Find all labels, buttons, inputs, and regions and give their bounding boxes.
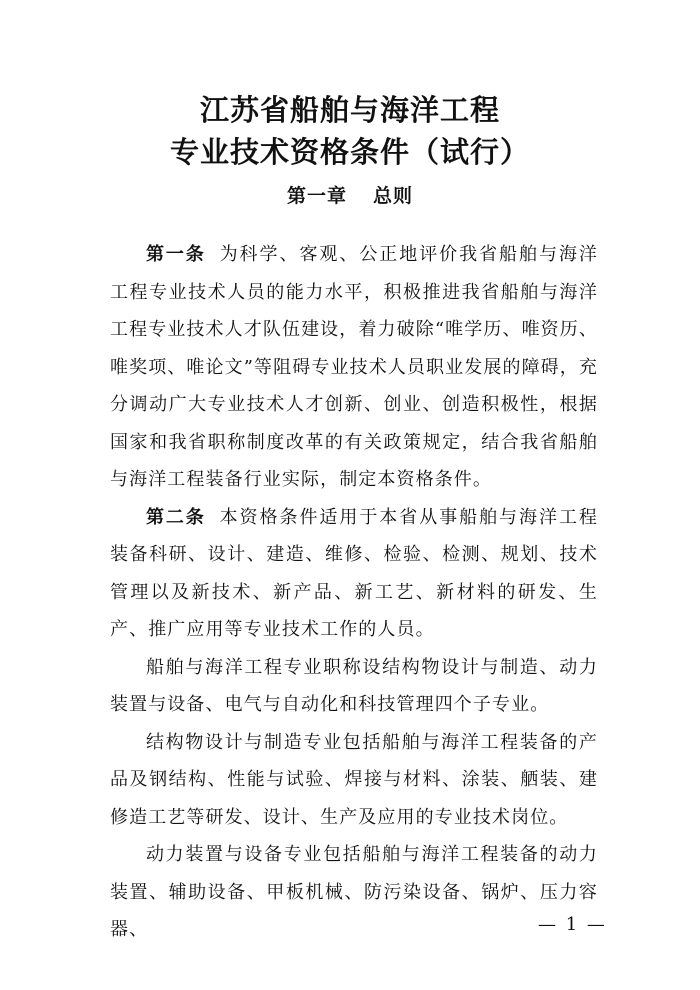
document-body bbox=[110, 236, 598, 949]
paragraph-power-equipment bbox=[110, 836, 598, 949]
chapter-name: 总则 bbox=[373, 185, 414, 207]
chapter-heading bbox=[0, 181, 700, 208]
paragraph-structure-design bbox=[110, 724, 598, 837]
paragraph-article-1 bbox=[110, 236, 598, 499]
paragraph-text: 本资格条件适用于本省从事船舶与海洋工程装备科研、设计、建造、维修、检验、检测、规划、技术管理以及新技术、新产品、新工艺、新材料的研发、生产、推广应用等专业技术工作的人员。 bbox=[110, 506, 599, 640]
paragraph-text: 船舶与海洋工程专业职称设结构物设计与制造、动力装置与设备、电气与自动化和科技管理四个子专业。 bbox=[110, 656, 598, 715]
paragraph-text: 结构物设计与制造专业包括船舶与海洋工程装备的产品及钢结构、性能与试验、焊接与材料、涂装、舾装、建修造工艺等研发、设计、生产及应用的专业技术岗位。 bbox=[110, 731, 598, 828]
paragraph-article-2 bbox=[110, 499, 598, 649]
page-number: — 1 — bbox=[538, 914, 607, 935]
chapter-number: 第一章 bbox=[286, 185, 347, 207]
paragraph-text: 动力装置与设备专业包括船舶与海洋工程装备的动力装置、辅助设备、甲板机械、防污染设备、锅炉、压力容器、 bbox=[110, 844, 598, 940]
document-title-line-2: 专业技术资格条件（试行） bbox=[169, 135, 530, 169]
article-label: 第一条 bbox=[146, 244, 206, 265]
paragraph-text: 为科学、客观、公正地评价我省船舶与海洋工程专业技术人员的能力水平，积极推进我省船舶与海洋工程专业技术人才队伍建设，着力破除“唯学历、唯资历、唯奖项、唯论文”等阻碍专业技术人员职业发展的障碍，充分调动广大专业技术人才创新、创业、创造积极性，根据国家和我省职称制度改革的有关政策规定，结合我省船舶与海洋工程装备行业实际，制定本资格条件。 bbox=[110, 244, 599, 490]
document-title-line-1: 江苏省船舶与海洋工程 bbox=[199, 93, 500, 127]
paragraph-subspecialties bbox=[110, 649, 598, 724]
article-label: 第二条 bbox=[146, 506, 206, 528]
